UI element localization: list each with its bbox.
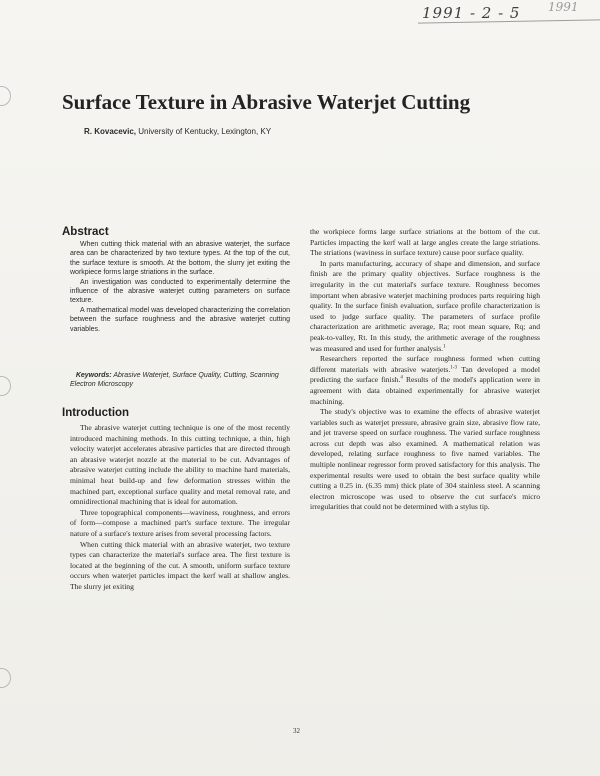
body-paragraph [310, 259, 540, 354]
abstract-paragraph: A mathematical model was developed characterizing the correlation between the surface roughness and the abrasive waterjet cutting variables. [70, 306, 290, 333]
abstract-paragraph: An investigation was conducted to experimentally determine the influence of the abrasive waterjet cutting parameters on surface texture. [70, 278, 290, 305]
citation-ref: 1 [443, 344, 446, 349]
introduction-body [70, 423, 290, 593]
body-paragraph: The study's objective was to examine the effects of abrasive waterjet variables such as waterjet pressure, abrasive grain size, abrasive flow rate, and jet traverse speed on surface roughness. The varied surface roughness across cut depth was also examined. A mathematical relation was developed, relating surface roughness to five named variables. The multiple nonlinear regressor form proved satisfactory for this analysis. The experimental results were used to obtain the best surface quality while cutting a 0.25 in. (6.35 mm) thick plate of 304 stainless steel. A scanning electron microscope was used to observe the cut surface's micro irregularities that could not be determined with a stylus tip. [310, 407, 540, 512]
right-column-body [310, 227, 540, 513]
body-paragraph [310, 354, 540, 407]
introduction-heading: Introduction [62, 407, 130, 419]
body-text: Tan developed a model predicting the surface finish. [310, 364, 540, 385]
keywords-label: Keywords: [75, 372, 112, 379]
abstract-paragraph: When cutting thick material with an abrasive waterjet, the surface area can be characterized by two texture types. At the top of the cut, the surface texture is smooth. At the bottom, the slurry jet exiting the workpiece forms large striations in the surface. [70, 241, 290, 277]
body-text: Researchers reported the surface roughness formed when cutting different materials with abrasive waterjets. [310, 354, 540, 374]
author-name: R. Kovacevic, [84, 127, 137, 136]
introduction-paragraph: The abrasive waterjet cutting technique is one of the most recently introduced machining methods. In this cutting technique, a thin, high velocity waterjet accelerates abrasive particles that are directed through an abrasive waterjet nozzle at the material to be cut. Advantages of abrasive waterjet cutting include the ability to machine hard materials, minimal heat build-up and few deformation stresses within the machined part, exceptional surface quality and metal removal rate, and omnidirectional machining that is ideal for automation. [70, 423, 290, 507]
keywords-list: Abrasive Waterjet, Surface Quality, Cutting, Scanning Electron Microscopy [70, 372, 279, 389]
abstract-heading: Abstract [62, 226, 109, 238]
page-number: 32 [293, 727, 300, 735]
introduction-paragraph: Three topographical components—waviness, roughness, and errors of form—compose a machined part's surface texture. The irregular nature of a surface's texture arises from several processing factors. [70, 507, 290, 538]
handwritten-date: 1991 - 2 - 5 [422, 4, 521, 22]
body-text: Results of the model's application were in agreement with data obtained experimentally for abrasive waterjet machining. [310, 375, 540, 406]
introduction-paragraph: When cutting thick material with an abrasive waterjet, two texture types can characterize the material's surface area. The first texture is located at the beginning of the cut. A smooth, uniform surface texture occurs when waterjet particles impact the kerf wall at shallow angles. The slurry jet exiting [70, 539, 290, 591]
byline [84, 127, 271, 136]
body-text: In parts manufacturing, accuracy of shape and dimension, and surface finish are the primary quality objectives. Surface roughness is the irregularity in the cut material's surface texture. Roughness becomes important when abrasive waterjet machining produces parts requiring high quality. In the surface finish evaluation, surface profile characterization is used to judge surface quality. The parameters of surface profile characterization are arithmetic average, Ra; root mean square, Rq; and peak-to-valley, Rt. In this study, the arithmetic average of the roughness was measured and used for further analysis. [310, 258, 540, 353]
citation-ref: 1-3 [450, 365, 457, 371]
keywords [70, 371, 290, 390]
faint-handwritten-note: 1991 [548, 0, 579, 14]
citation-ref: 4 [400, 375, 403, 381]
author-affiliation: University of Kentucky, Lexington, KY [138, 127, 272, 136]
article-title: Surface Texture in Abrasive Waterjet Cutting [62, 90, 471, 114]
body-paragraph: the workpiece forms large surface striations at the bottom of the cut. Particles impacting the kerf wall at large angles create the large striations. The striations (waviness in surface texture) cause poor surface quality. [310, 227, 540, 258]
abstract-body [70, 240, 290, 334]
